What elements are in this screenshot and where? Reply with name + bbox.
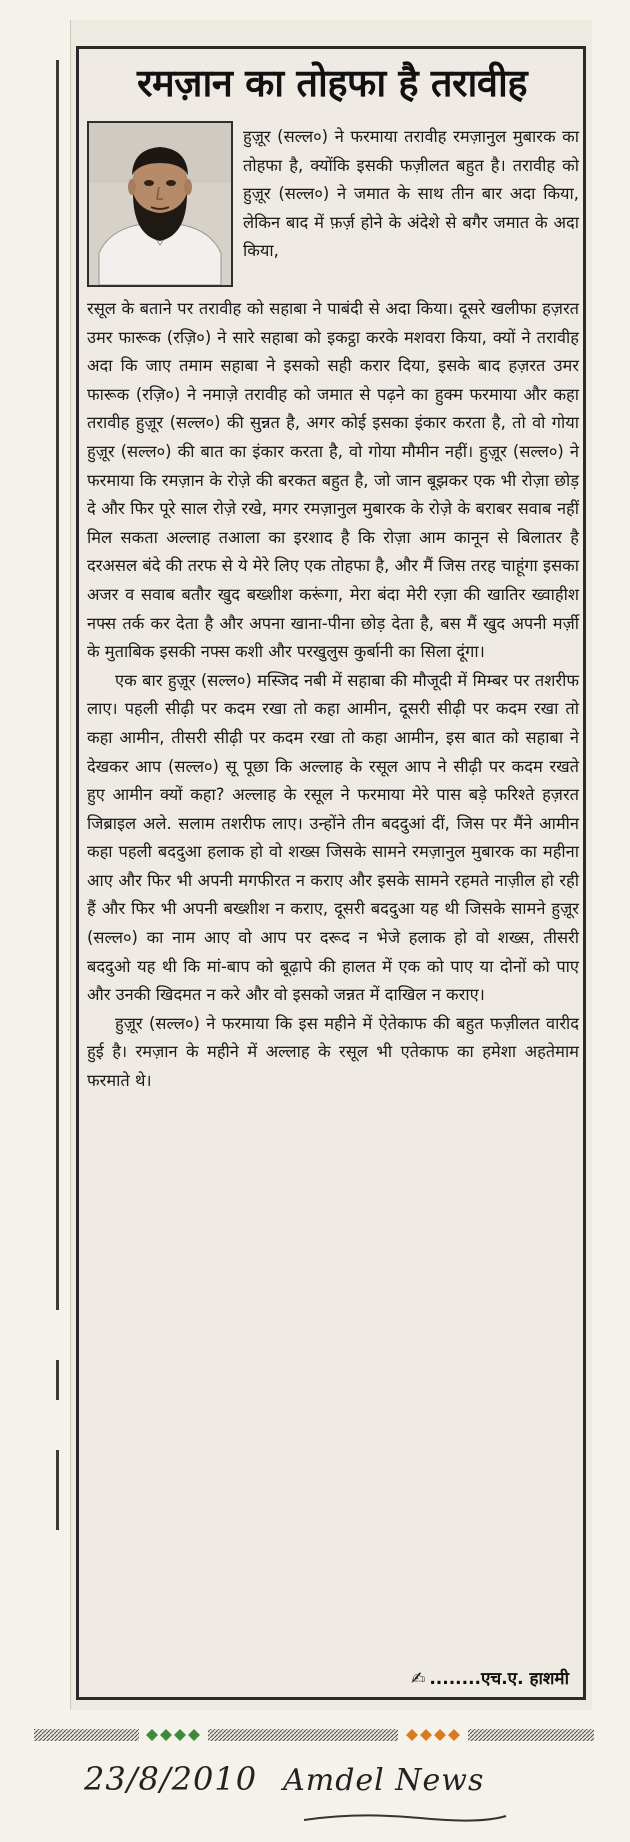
article-frame [76,46,586,1700]
decorative-divider [34,1722,594,1748]
author-name: ........एच.ए. हाशमी [429,1669,569,1689]
author-photo [87,121,233,287]
handwritten-note [84,1760,484,1798]
green-diamond-ornament [146,1729,200,1741]
scan-edge-mark [56,1450,59,1530]
article-body [87,295,579,1096]
pen-icon: ✍ [411,1669,426,1689]
orange-diamond-ornament [406,1729,460,1741]
scan-edge-mark [56,1360,59,1400]
handwritten-date: 23/8/2010 [84,1760,258,1798]
article-intro-text: हुज़ूर (सल्ल०) ने फरमाया तरावीह रमज़ानुल मुबारक का तोहफा है, क्योंकि इसकी फज़ीलत बहुत है। तरावीह को हुज़ूर (सल्ल०) ने जमात के साथ तीन बार अदा किया, लेकिन बाद में फ़र्ज़ होने के अंदेशे से बगैर जमात के अदा किया, [243,127,579,261]
article-paragraph: हुज़ूर (सल्ल०) ने फरमाया कि इस महीने में ऐतेकाफ की बहुत फज़ीलत वारीद हुई है। रमज़ान के महीने में अल्लाह के रसूल भी एतेकाफ का हमेशा अहतेमाम फरमाते थे। [87,1013,579,1091]
article-paragraph: एक बार हुज़ूर (सल्ल०) मस्जिद नबी में सहाबा की मौजूदी में मिम्बर पर तशरीफ लाए। पहली सीढ़ी पर कदम रखा तो कहा आमीन, दूसरी सीढ़ी पर कदम रखा तो कहा आमीन, तीसरी सीढ़ी पर कदम रखा तो कहा आमीन, इस बात को सहाबा ने देखकर आप (सल्ल०) सू पूछा कि अल्लाह के रसूल आप ने सीढ़ी पर कदम रखते हुए आमीन क्यों कहा? अल्लाह के रसूल ने फरमाया मेरे पास बड़े फरिश्ते हज़रत जिब्राइल अले. सलाम तशरीफ लाए। उन्होंने तीन बददुआं दीं, जिस पर मैंने आमीन कहा पहली बददुआ हलाक हो वो शख्स जिसके सामने रमज़ानुल मुबारक का महीना आए और फिर भी अपनी मगफीरत न कराए और इसके सामने रहमते नाज़ील हो रही हैं और फिर भी अपनी बख्शीश न कराए, दूसरी बददुआ यह थी जिसके सामने हुज़ूर (सल्ल०) का नाम आए वो आप पर दरूद न भेजे हलाक हो वो शख्स, तीसरी बददुओ यह थी कि मां-बाप को बूढ़ापे की हालत में एक को पाए या दोनों को पाए और उनकी खिदमत न करे और वो इसको जन्नत में दाखिल न कराए। [87,670,579,1005]
handwritten-underline [300,1808,510,1828]
handwritten-source: Amdel News [283,1763,485,1798]
article-byline [411,1666,569,1689]
scan-edge-mark [56,60,59,1310]
article-headline: रमज़ान का तोहफा है तरावीह [136,61,528,105]
article-paragraph: रसूल के बताने पर तरावीह को सहाबा ने पाबंदी से अदा किया। दूसरे खलीफा हज़रत उमर फारूक (रज़ि०) ने सारे सहाबा को इकट्ठा करके मशवरा किया, क्यों ने तरावीह अदा कि जाए तमाम सहाबा ने इसको सही करार दिया, इसके बाद हज़रत उमर फारूक (रज़ि०) ने नमाज़े तरावीह को जमात से पढ़ने का हुक्म फरमाया और कहा तरावीह हुज़ूर (सल्ल०) की सुन्नत है, अगर कोई इसका इंकार करता है, तो वो गोया हुज़ूर (सल्ल०) की बात का इंकार करता है, वो गोया मौमीन नहीं। हुज़ूर (सल्ल०) ने फरमाया कि रमज़ान के रोज़े की बरकत बहुत है, जो जान बूझकर एक भी रोज़ा छोड़ दे और फिर पूरे साल रोज़े रखे, मगर रमज़ानुल मुबारक के रोज़े के बराबर सवाब नहीं मिल सकता अल्लाह तआला का इरशाद है कि रोज़ा आम कानून से बिलातर है दरअसल बंदे की तरफ से ये मेरे लिए एक तोहफा है, और मैं जिस तरह चाहूंगा इसका अजर व सवाब बतौर खुद बख्शीश करूंगा, मेरा बंदा मेरी रज़ा की खातिर ख्वाहीश नफ्स तर्क कर देता है और अपना खाना-पीना छोड़ देता है, बस मैं खुद अपनी मर्ज़ी के मुताबिक इसकी नफ्स कशी और परखुलुस कुर्बानी का सिला दूंगा। [87,299,579,662]
author-portrait-image [89,123,231,285]
